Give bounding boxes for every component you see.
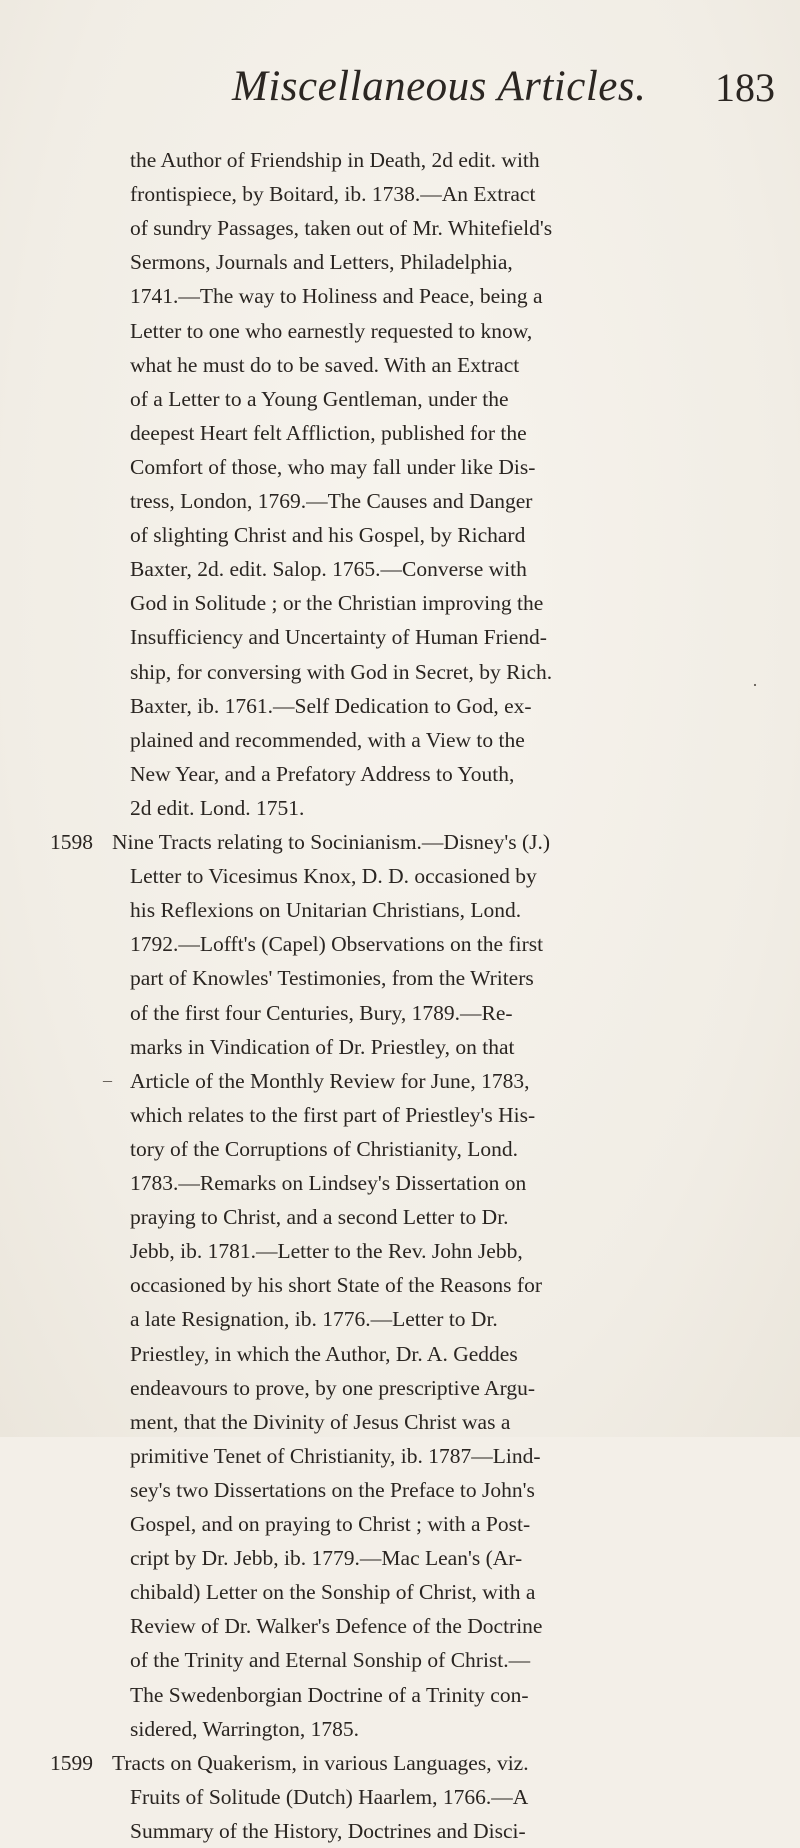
text-line: New Year, and a Prefatory Address to Youth, xyxy=(130,761,515,786)
text-line: Letter to Vicesimus Knox, D. D. occasioned by xyxy=(130,864,537,889)
running-title: Miscellaneous Articles. xyxy=(232,63,647,110)
text-line: his Reflexions on Unitarian Christians, Lond. xyxy=(130,898,522,923)
text-line: Sermons, Journals and Letters, Philadelphia, xyxy=(130,250,513,275)
text-line: of a Letter to a Young Gentleman, under the xyxy=(130,386,509,411)
text-line: of the Trinity and Eternal Sonship of Christ.— xyxy=(130,1648,531,1673)
text-line: plained and recommended, with a View to the xyxy=(130,727,525,752)
text-line: praying to Christ, and a second Letter to Dr. xyxy=(130,1205,509,1230)
text-line: Priestley, in which the Author, Dr. A. Geddes xyxy=(130,1341,518,1366)
text-line: Fruits of Solitude (Dutch) Haarlem, 1766.—A xyxy=(130,1784,529,1809)
text-line: tress, London, 1769.—The Causes and Danger xyxy=(130,489,533,513)
lot-number: 1598 xyxy=(50,830,93,854)
text-line: 1792.—Lofft's (Capel) Observations on the first xyxy=(130,932,544,957)
text-line: the Author of Friendship in Death, 2d edit. with xyxy=(130,148,540,172)
text-line: marks in Vindication of Dr. Priestley, on that xyxy=(130,1034,515,1059)
lot-number: 1599 xyxy=(50,1750,93,1775)
text-line: occasioned by his short State of the Reasons for xyxy=(130,1273,542,1298)
margin-dot: · xyxy=(752,675,758,695)
text-line: Nine Tracts relating to Socinianism.—Disney's (J.) xyxy=(112,830,551,854)
text-line: cript by Dr. Jebb, ib. 1779.—Mac Lean's (Ar- xyxy=(130,1546,523,1571)
page-number: 183 xyxy=(715,65,775,110)
text-line: Letter to one who earnestly requested to know, xyxy=(130,318,533,343)
text-line: sidered, Warrington, 1785. xyxy=(130,1716,359,1741)
text-line: Gospel, and on praying to Christ ; with a Post- xyxy=(130,1512,531,1536)
text-line: which relates to the first part of Priestley's His- xyxy=(130,1102,536,1127)
text-line: Insufficiency and Uncertainty of Human Friend- xyxy=(130,625,547,650)
text-line: Comfort of those, who may fall under like Dis- xyxy=(130,454,536,479)
text-line: chibald) Letter on the Sonship of Christ, with a xyxy=(130,1580,536,1605)
text-line: 2d edit. Lond. 1751. xyxy=(130,795,305,820)
text-line: of sundry Passages, taken out of Mr. Whitefield's xyxy=(130,216,553,241)
text-line: what he must do to be saved. With an Extract xyxy=(130,352,520,377)
text-line: frontispiece, by Boitard, ib. 1738.—An Extract xyxy=(130,182,536,207)
running-head xyxy=(0,62,800,112)
text-line: Article of the Monthly Review for June, 1783, xyxy=(130,1068,530,1093)
text-line: of slighting Christ and his Gospel, by Richard xyxy=(130,523,526,548)
text-line: Baxter, 2d. edit. Salop. 1765.—Converse with xyxy=(130,557,527,582)
text-line: 1741.—The way to Holiness and Peace, being a xyxy=(130,284,543,309)
text-line: primitive Tenet of Christianity, ib. 1787—Lind- xyxy=(130,1443,541,1468)
text-line: ment, that the Divinity of Jesus Christ was a xyxy=(130,1409,511,1434)
text-line: The Swedenborgian Doctrine of a Trinity con- xyxy=(130,1682,529,1707)
text-line: tory of the Corruptions of Christianity, Lond. xyxy=(130,1136,518,1161)
text-line: endeavours to prove, by one prescriptive Argu- xyxy=(130,1375,536,1400)
text-line: God in Solitude ; or the Christian improving the xyxy=(130,591,544,616)
text-line: of the first four Centuries, Bury, 1789.—Re- xyxy=(130,1000,513,1025)
text-line: Baxter, ib. 1761.—Self Dedication to God, ex- xyxy=(130,693,532,718)
text-line: 1783.—Remarks on Lindsey's Dissertation on xyxy=(130,1171,527,1195)
text-line: deepest Heart felt Affliction, published for the xyxy=(130,420,527,445)
text-line: ship, for conversing with God in Secret, by Rich. xyxy=(130,659,553,684)
text-line: sey's two Dissertations on the Preface to John's xyxy=(130,1477,535,1502)
text-line: Summary of the History, Doctrines and Disci- xyxy=(130,1818,526,1843)
margin-dash: – xyxy=(103,1070,112,1090)
text-line: Tracts on Quakerism, in various Languages, viz. xyxy=(112,1750,529,1775)
text-line: part of Knowles' Testimonies, from the Writers xyxy=(130,966,534,991)
text-line: Jebb, ib. 1781.—Letter to the Rev. John Jebb, xyxy=(130,1239,523,1264)
text-line: Review of Dr. Walker's Defence of the Doctrine xyxy=(130,1614,543,1639)
text-line: a late Resignation, ib. 1776.—Letter to Dr. xyxy=(130,1307,498,1332)
